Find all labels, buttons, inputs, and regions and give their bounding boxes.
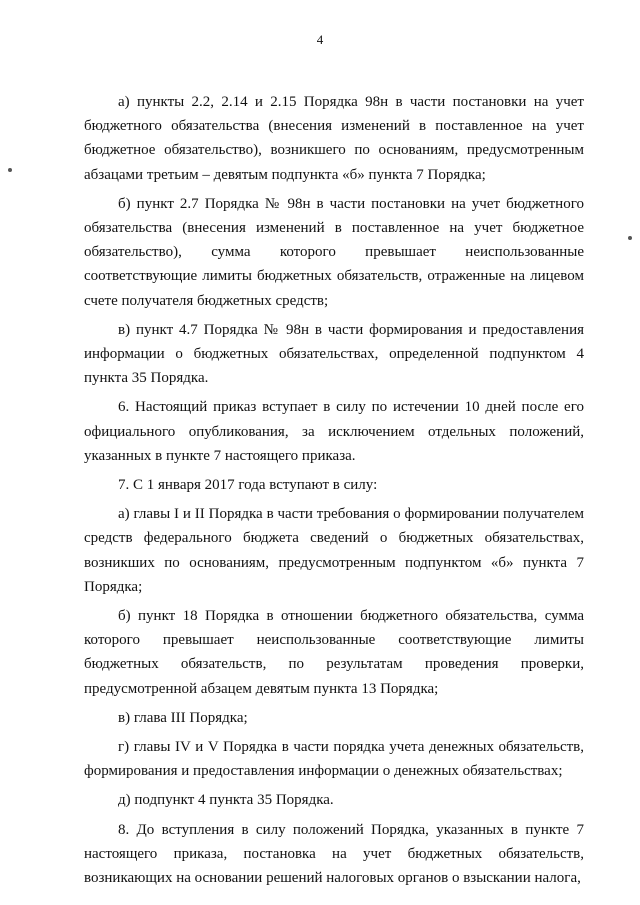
paragraph-7g: г) главы IV и V Порядка в части порядка учета денежных обязательств, формирования и предоставления информации о денежных обязательствах;	[84, 739, 584, 780]
scan-mark-left	[8, 168, 12, 172]
paragraph-7v: в) глава III Порядка;	[118, 709, 248, 726]
scan-mark-right	[628, 236, 632, 240]
paragraph-7a: а) главы I и II Порядка в части требования о формировании получателем средств федерального бюджета сведений о бюджетных обязательствах, возникших по основаниям, предусмотренным подпунктом «б» пункта 7 Порядка;	[84, 506, 584, 595]
paragraph-5b: б) пункт 2.7 Порядка № 98н в части постановки на учет бюджетного обязательства (внесения изменений в поставленное на учет бюджетное обязательство), сумма которого превышает неиспользованные соответствующие лимиты бюджетных обязательств, отраженные на лицевом счете получателя бюджетных средств;	[84, 195, 584, 309]
paragraph-7b: б) пункт 18 Порядка в отношении бюджетного обязательства, сумма которого превышает неиспользованные соответствующие лимиты бюджетных обязательств, по результатам проведения проверки, предусмотренной абзацем девятым пункта 13 Порядка;	[84, 608, 584, 697]
paragraph-5a: а) пункты 2.2, 2.14 и 2.15 Порядка 98н в части постановки на учет бюджетного обязательства (внесения изменений в поставленное на учет бюджетное обязательство), возникшего по основаниям, предусмотренным абзацами третьим – девятым подпункта «б» пункта 7 Порядка;	[84, 94, 584, 183]
paragraph-7: 7. С 1 января 2017 года вступают в силу:	[118, 477, 378, 494]
page-number: 4	[316, 32, 324, 47]
document-body	[84, 90, 584, 895]
paragraph-8: 8. До вступления в силу положений Порядка, указанных в пункте 7 настоящего приказа, постановка на учет бюджетных обязательств, возникающих на основании решений налоговых органов о взыскании налога,	[84, 821, 584, 887]
paragraph-6: 6. Настоящий приказ вступает в силу по истечении 10 дней после его официального опубликования, за исключением отдельных положений, указанных в пункте 7 настоящего приказа.	[84, 399, 584, 464]
paragraph-5v: в) пункт 4.7 Порядка № 98н в части формирования и предоставления информации о бюджетных обязательствах, определенной подпунктом 4 пункта 35 Порядка.	[84, 321, 584, 387]
paragraph-7d: д) подпункт 4 пункта 35 Порядка.	[118, 792, 334, 809]
